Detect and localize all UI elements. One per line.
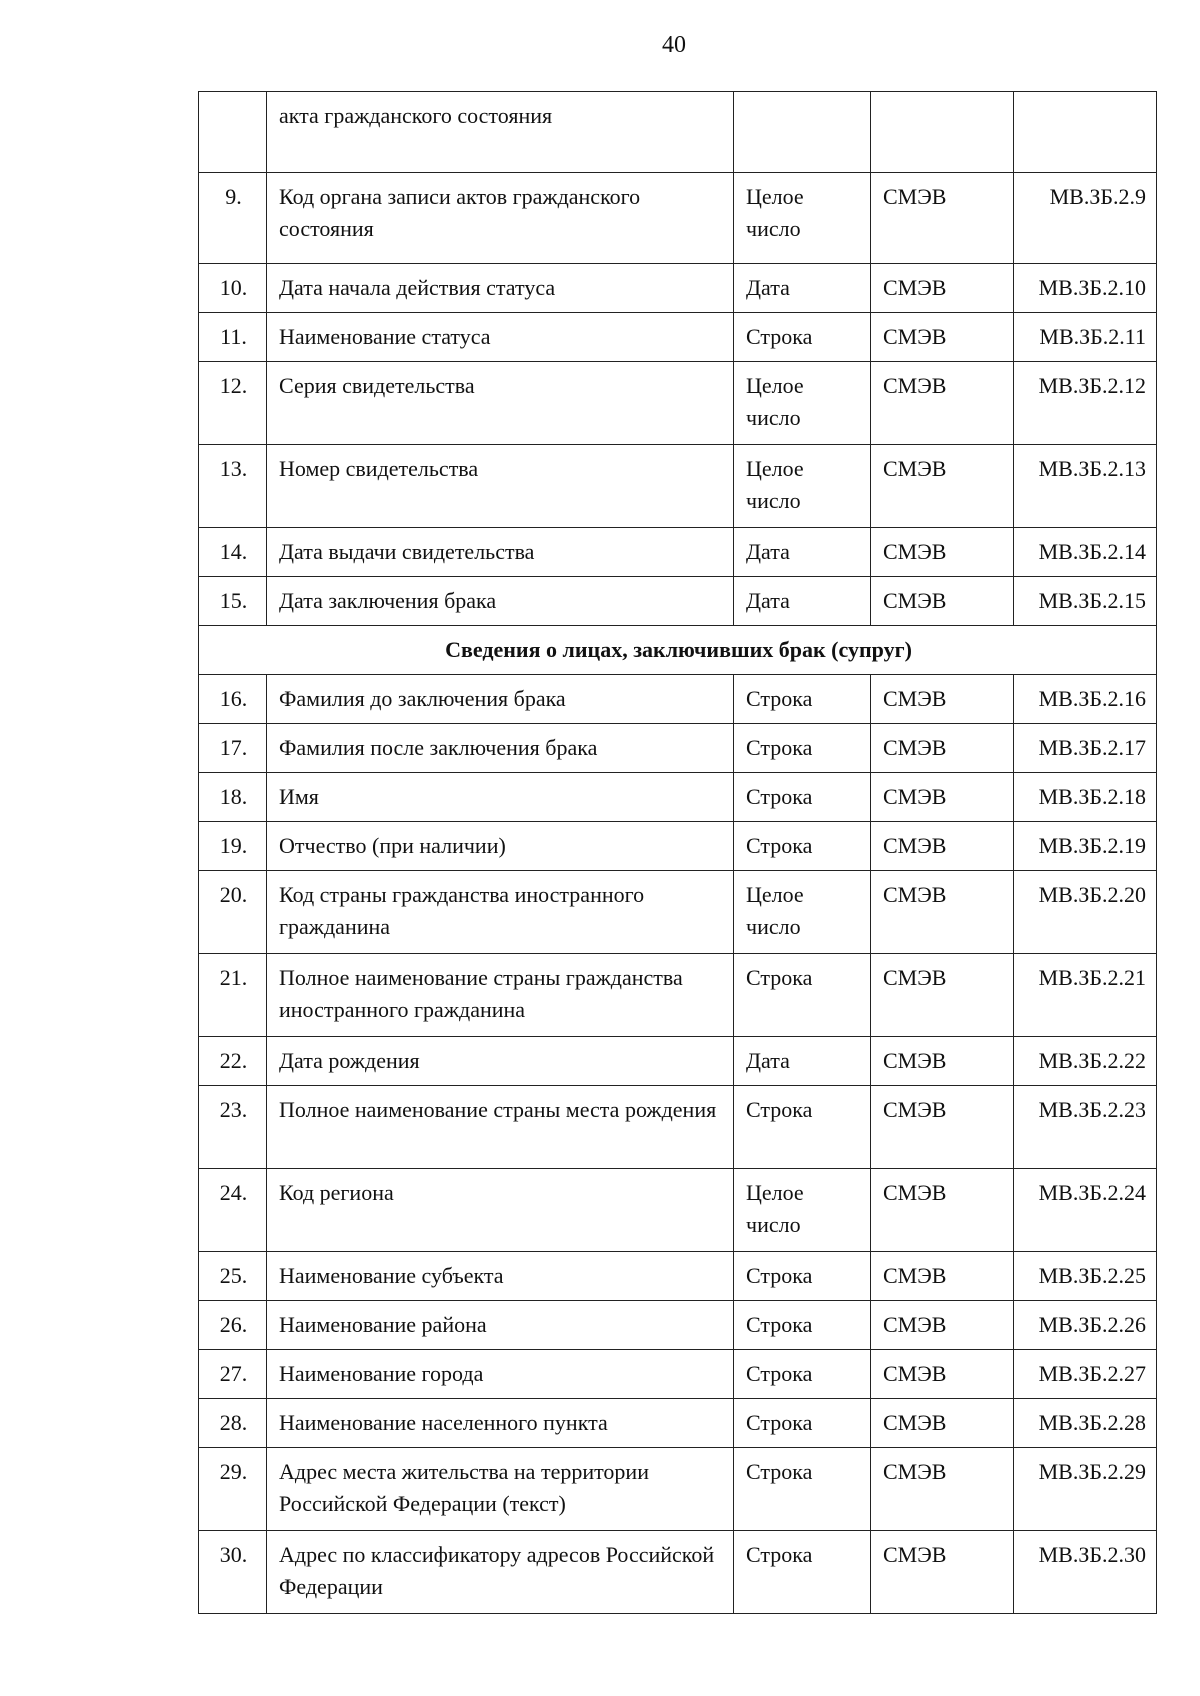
row-name: Полное наименование страны гражданства иностранного гражданина [267,954,734,1037]
row-name: Код страны гражданства иностранного гражданина [267,871,734,954]
row-code [1014,92,1157,173]
row-number: 29. [199,1448,267,1531]
row-code: МВ.ЗБ.2.10 [1014,264,1157,313]
row-source: СМЭВ [871,445,1014,528]
row-name: Дата начала действия статуса [267,264,734,313]
row-number: 15. [199,577,267,626]
row-type: Строка [734,1531,871,1614]
row-type: Строка [734,773,871,822]
row-name: акта гражданского состояния [267,92,734,173]
row-type: Дата [734,577,871,626]
row-number: 30. [199,1531,267,1614]
page-number: 40 [662,32,686,58]
row-code: МВ.ЗБ.2.13 [1014,445,1157,528]
table-row [199,1301,1157,1350]
row-name: Фамилия до заключения брака [267,675,734,724]
row-code: МВ.ЗБ.2.29 [1014,1448,1157,1531]
row-name: Номер свидетельства [267,445,734,528]
row-source: СМЭВ [871,528,1014,577]
row-type: Строка [734,954,871,1037]
row-type: Строка [734,1448,871,1531]
row-source: СМЭВ [871,362,1014,445]
row-code: МВ.ЗБ.2.11 [1014,313,1157,362]
table-row [199,1531,1157,1614]
row-source: СМЭВ [871,773,1014,822]
row-number: 19. [199,822,267,871]
row-code: МВ.ЗБ.2.17 [1014,724,1157,773]
table-row [199,871,1157,954]
row-source: СМЭВ [871,724,1014,773]
row-code: МВ.ЗБ.2.15 [1014,577,1157,626]
table-row [199,1252,1157,1301]
row-source: СМЭВ [871,313,1014,362]
row-source [871,92,1014,173]
row-code: МВ.ЗБ.2.12 [1014,362,1157,445]
row-type: Целое число [734,173,871,264]
row-number: 14. [199,528,267,577]
row-source: СМЭВ [871,264,1014,313]
row-name: Дата заключения брака [267,577,734,626]
row-name: Код региона [267,1169,734,1252]
row-number: 24. [199,1169,267,1252]
row-code: МВ.ЗБ.2.26 [1014,1301,1157,1350]
row-source: СМЭВ [871,1169,1014,1252]
section-heading: Сведения о лицах, заключивших брак (супруг) [199,626,1157,675]
table-row [199,773,1157,822]
row-code: МВ.ЗБ.2.16 [1014,675,1157,724]
row-name: Отчество (при наличии) [267,822,734,871]
table-row [199,264,1157,313]
row-type: Целое число [734,445,871,528]
row-code: МВ.ЗБ.2.24 [1014,1169,1157,1252]
row-number: 26. [199,1301,267,1350]
row-number [199,92,267,173]
row-code: МВ.ЗБ.2.25 [1014,1252,1157,1301]
row-number: 13. [199,445,267,528]
row-number: 23. [199,1086,267,1169]
row-type: Дата [734,1037,871,1086]
row-code: МВ.ЗБ.2.18 [1014,773,1157,822]
row-code: МВ.ЗБ.2.27 [1014,1350,1157,1399]
table-row [199,445,1157,528]
row-source: СМЭВ [871,871,1014,954]
table-row [199,822,1157,871]
row-name: Адрес места жительства на территории Российской Федерации (текст) [267,1448,734,1531]
row-type: Дата [734,528,871,577]
table-row [199,1037,1157,1086]
table-row [199,1086,1157,1169]
row-code: МВ.ЗБ.2.22 [1014,1037,1157,1086]
row-source: СМЭВ [871,1086,1014,1169]
row-type: Строка [734,822,871,871]
table-row [199,528,1157,577]
row-source: СМЭВ [871,1531,1014,1614]
table-row [199,1350,1157,1399]
row-source: СМЭВ [871,173,1014,264]
row-number: 18. [199,773,267,822]
row-code: МВ.ЗБ.2.21 [1014,954,1157,1037]
table-row [199,362,1157,445]
row-source: СМЭВ [871,1301,1014,1350]
row-number: 10. [199,264,267,313]
row-type: Целое число [734,1169,871,1252]
row-type: Целое число [734,362,871,445]
row-source: СМЭВ [871,577,1014,626]
row-name: Наименование статуса [267,313,734,362]
row-source: СМЭВ [871,822,1014,871]
row-number: 16. [199,675,267,724]
table-row [199,1169,1157,1252]
table-row [199,724,1157,773]
row-number: 11. [199,313,267,362]
row-name: Полное наименование страны места рождения [267,1086,734,1169]
row-type: Строка [734,724,871,773]
section-row [199,626,1157,675]
row-name: Дата выдачи свидетельства [267,528,734,577]
row-type: Строка [734,1399,871,1448]
row-code: МВ.ЗБ.2.23 [1014,1086,1157,1169]
row-code: МВ.ЗБ.2.30 [1014,1531,1157,1614]
table-row [199,1399,1157,1448]
row-number: 25. [199,1252,267,1301]
row-source: СМЭВ [871,1448,1014,1531]
row-code: МВ.ЗБ.2.28 [1014,1399,1157,1448]
table-row [199,577,1157,626]
row-code: МВ.ЗБ.2.19 [1014,822,1157,871]
row-type: Строка [734,1301,871,1350]
table-row [199,675,1157,724]
row-source: СМЭВ [871,1037,1014,1086]
row-name: Дата рождения [267,1037,734,1086]
row-type [734,92,871,173]
row-code: МВ.ЗБ.2.20 [1014,871,1157,954]
row-number: 20. [199,871,267,954]
row-type: Строка [734,313,871,362]
row-source: СМЭВ [871,954,1014,1037]
row-name: Адрес по классификатору адресов Российской Федерации [267,1531,734,1614]
row-code: МВ.ЗБ.2.9 [1014,173,1157,264]
row-type: Целое число [734,871,871,954]
table-row [199,1448,1157,1531]
row-name: Серия свидетельства [267,362,734,445]
row-name: Наименование района [267,1301,734,1350]
row-source: СМЭВ [871,1252,1014,1301]
row-source: СМЭВ [871,1399,1014,1448]
row-name: Фамилия после заключения брака [267,724,734,773]
table-row [199,954,1157,1037]
row-type: Строка [734,1350,871,1399]
attributes-table [198,91,1157,1614]
row-number: 28. [199,1399,267,1448]
row-type: Дата [734,264,871,313]
row-number: 27. [199,1350,267,1399]
row-code: МВ.ЗБ.2.14 [1014,528,1157,577]
row-name: Код органа записи актов гражданского состояния [267,173,734,264]
row-source: СМЭВ [871,675,1014,724]
row-source: СМЭВ [871,1350,1014,1399]
table-row [199,173,1157,264]
table-row [199,92,1157,173]
row-number: 9. [199,173,267,264]
row-name: Наименование субъекта [267,1252,734,1301]
row-type: Строка [734,1252,871,1301]
row-type: Строка [734,675,871,724]
row-number: 21. [199,954,267,1037]
row-name: Наименование города [267,1350,734,1399]
row-number: 17. [199,724,267,773]
row-name: Имя [267,773,734,822]
row-name: Наименование населенного пункта [267,1399,734,1448]
table-row [199,313,1157,362]
row-number: 22. [199,1037,267,1086]
row-number: 12. [199,362,267,445]
row-type: Строка [734,1086,871,1169]
